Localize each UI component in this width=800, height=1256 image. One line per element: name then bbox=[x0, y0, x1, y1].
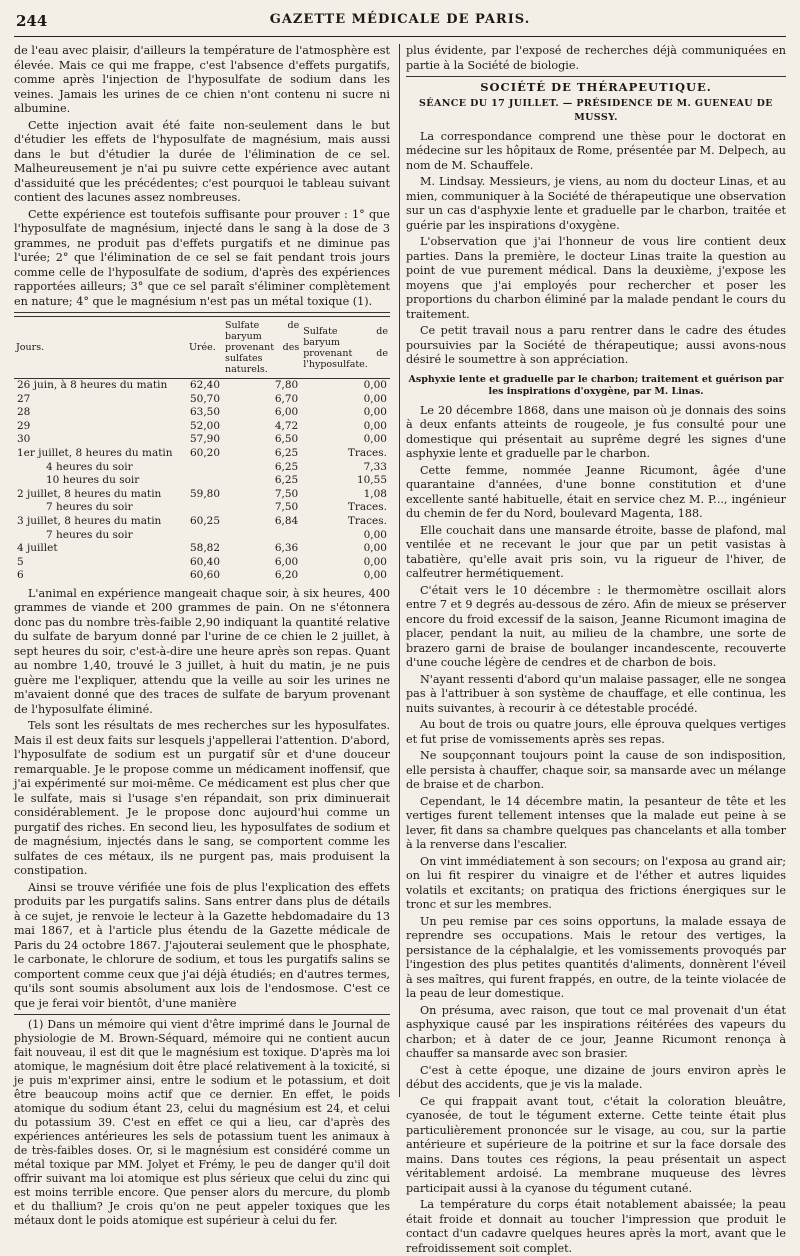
hyposulfate-cell: 0,00 bbox=[363, 406, 387, 419]
col-header-urea: Urée. bbox=[187, 317, 223, 379]
urea-cell: 60,60 bbox=[189, 569, 221, 582]
paragraph: On présuma, avec raison, que tout ce mal provenait d'un état asphyxique causé par les inspirations réitérées des vapeurs du charbon; et à dater de ce jour, Jeanne Ricumont renonça à chauffer sa mansarde avec son brasier. bbox=[406, 1003, 786, 1060]
natural-sulfate-cell: 6,70 bbox=[274, 392, 299, 405]
paragraph: plus évidente, par l'exposé de recherches déjà communiquées en partie à la Société de biologie. bbox=[406, 44, 786, 72]
table-row bbox=[14, 569, 390, 583]
row-label: 7 heures du soir bbox=[46, 501, 133, 514]
paragraph: L'observation que j'ai l'honneur de vous lire contient deux parties. Dans la première, le docteur Linas traite la question au point de vue purement médical. Dans la deuxième, j'expose les moyens que j'ai employés pour rechercher et poser les proportions du charbon éliminé par la malade pendant le cours du traitement. bbox=[406, 235, 786, 321]
paragraph: Ce petit travail nous a paru rentrer dans le cadre des études poursuivies par la Société de thérapeutique; aussi avons-nous désiré le soumettre à son appréciation. bbox=[406, 324, 786, 366]
columns bbox=[14, 44, 786, 1255]
table-row bbox=[14, 542, 390, 556]
row-label: 4 juillet bbox=[17, 542, 58, 555]
table-row bbox=[14, 556, 390, 570]
row-label: 28 bbox=[17, 406, 31, 419]
row-label: 10 heures du soir bbox=[46, 474, 140, 487]
left-column bbox=[14, 44, 390, 1228]
urea-cell: 63,50 bbox=[189, 406, 221, 419]
urea-cell bbox=[187, 501, 223, 515]
natural-sulfate-cell: 6,20 bbox=[274, 569, 299, 582]
paragraph: Ainsi se trouve vérifiée une fois de plus l'explication des effets produits par les purgatifs salins. Sans entrer dans plus de détails à ce sujet, je renvoie le lecteur à la Gazette hebdomadaire du 13 mai 1867, et à l'article plus étendu de la Gazette médicale de Paris du 24 octobre 1867. J'ajouterai seulement que le phosphate, le carbonate, le chlorure de sodium, et tous les purgatifs salins se comportent comme ceux que j'ai déjà étudiés; en d'autres termes, qu'ils sont soumis absolument aux lois de l'endosmose. C'est ce que je ferai voir bientôt, d'une manière bbox=[14, 880, 390, 1010]
hyposulfate-cell: 0,00 bbox=[363, 433, 387, 446]
paragraph: C'était vers le 10 décembre : le thermomètre oscillait alors entre 7 et 9 degrés au-dessous de zéro. Afin de mieux se préserver encore du froid excessif de la saison, Jeanne Ricumont imagina de placer, pendant la nuit, au milieu de la chambre, une sorte de brazero garni de braise de boulanger incandescente, recouverte d'une couche légère de cendres et de charbon de bois. bbox=[406, 583, 786, 669]
hyposulfate-cell: 0,00 bbox=[363, 379, 387, 391]
hyposulfate-cell: 0,00 bbox=[363, 555, 387, 568]
hyposulfate-cell: 0,00 bbox=[363, 528, 387, 541]
table-row bbox=[14, 461, 390, 475]
natural-sulfate-cell: 6,25 bbox=[274, 460, 299, 473]
experiment-table bbox=[14, 316, 390, 583]
row-label: 1er juillet, 8 heures du matin bbox=[17, 446, 173, 459]
hyposulfate-cell: 0,00 bbox=[363, 569, 387, 582]
paragraph: On vint immédiatement à son secours; on l'exposa au grand air; on lui fit respirer du vinaigre et de l'éther et autres liquides volatils et excitants; on pratiqua des frictions énergiques sur le tronc et sur les membres. bbox=[406, 854, 786, 911]
paragraph: Cette expérience est toutefois suffisante pour prouver : 1° que l'hyposulfate de magnésium, injecté dans le sang à la dose de 3 grammes, ne produit pas d'effets purgatifs et ne diminue pas l'urée; 2° que l'élimination de ce sel se fait pendant trois jours comme celle de l'hyposulfate de sodium, d'après des expériences rapportées ailleurs; 3° que ce sel paraît s'éliminer complètement en nature; 4° que le magnésium n'est pas un métal toxique (1). bbox=[14, 207, 390, 308]
paragraph: M. Lindsay. Messieurs, je viens, au nom du docteur Linas, et au mien, communiquer à la Société de thérapeutique une observation sur un cas d'asphyxie lente et graduelle par le charbon, traitée et guérie par les inspirations d'oxygène. bbox=[406, 175, 786, 232]
urea-cell: 62,40 bbox=[189, 379, 221, 391]
col-header-hyposulfate: Sulfate de baryum provenant de l'hyposulfate. bbox=[301, 317, 390, 379]
urea-cell: 58,82 bbox=[189, 542, 221, 555]
hyposulfate-cell: Traces. bbox=[347, 501, 387, 514]
natural-sulfate-cell: 6,25 bbox=[274, 474, 299, 487]
journal-title: GAZETTE MÉDICALE DE PARIS. bbox=[269, 12, 531, 27]
urea-cell bbox=[187, 461, 223, 475]
paragraph: Ne soupçonnant toujours point la cause de son indisposition, elle persista à chauffer, chaque soir, sa mansarde avec un mélange de braise et de charbon. bbox=[406, 749, 786, 791]
table-row bbox=[14, 379, 390, 393]
paragraph: Le 20 décembre 1868, dans une maison où je donnais des soins à deux enfants atteints de rougeole, je fus consulté pour une domestique qui présentait au suprême degré les signes d'une asphyxie lente et graduelle par le charbon. bbox=[406, 403, 786, 460]
natural-sulfate-cell: 6,36 bbox=[274, 542, 299, 555]
paragraph: Tels sont les résultats de mes recherches sur les hyposulfates. Mais il est deux faits sur lesquels j'appellerai l'attention. D'abord, l'hyposulfate de sodium est un purgatif sûr et d'une douceur remarquable. Je le propose comme un médicament inoffensif, que j'ai expérimenté sur moi-même. Ce médicament est plus cher que le sulfate, mais si l'usage s'en répandait, son prix diminuerait considérablement. Je le propose donc aujourd'hui comme un purgatif des riches. En second lieu, les hyposulfates de sodium et de magnésium, injectés dans le sang, se comportent comme les sulfates de ces métaux, ils ne purgent pas, mais produisent la constipation. bbox=[14, 719, 390, 878]
table-row bbox=[14, 433, 390, 447]
paragraph: L'animal en expérience mangeait chaque soir, à six heures, 400 grammes de viande et 200 grammes de pain. On ne s'étonnera donc pas du nombre très-faible 2,90 indiquant la quantité relative du sulfate de baryum donné par l'urine de ce chien le 2 juillet, à sept heures du soir, c'est-à-dire une heure après son repas. Quant au nombre 1,40, trouvé le 3 juillet, à huit du matin, je ne puis guère me l'expliquer, attendu que la veille au soir les urines ne m'avaient donné que des traces de sulfate de baryum provenant de l'hyposulfate éliminé. bbox=[14, 586, 390, 716]
urea-cell: 52,00 bbox=[189, 419, 221, 432]
session-heading: SÉANCE DU 17 JUILLET. — PRÉSIDENCE DE M. GUENEAU DE MUSSY. bbox=[419, 97, 773, 123]
row-label: 27 bbox=[17, 392, 31, 405]
table-row bbox=[14, 501, 390, 515]
row-label: 4 heures du soir bbox=[46, 460, 133, 473]
hyposulfate-cell: 7,33 bbox=[363, 460, 387, 473]
paragraph: de l'eau avec plaisir, d'ailleurs la température de l'atmosphère est élevée. Mais ce qui me frappe, c'est l'absence d'effets purgatifs, comme après l'injection de l'hyposulfate de sodium dans les veines. Jamais les urines de ce chien n'ont contenu ni sucre ni albumine. bbox=[14, 44, 390, 115]
paragraph: Elle couchait dans une mansarde étroite, basse de plafond, mal ventilée et ne recevant le jour que par un petit vasistas à tabatière, qu'elle avait pris soin, vu la rigueur de l'hiver, de calfeutrer hermétiquement. bbox=[406, 523, 786, 580]
footnote: (1) Dans un mémoire qui vient d'être imprimé dans le Journal de physiologie de M. Brown-Séquard, mémoire qui ne contient aucun fait nouveau, il est dit que le magnésium est toxique. D'après ma loi atomique, le magnésium doit être placé relativement à la toxicité, si je puis m'exprimer ainsi, entre le sodium et le potassium, et doit être beaucoup moins actif que ce dernier. En effet, le poids atomique du sodium étant 23, celui du magnésium est 24, et celui du potassium 39. C'est en effet ce qui a lieu, car d'après des expériences antérieures les sels de potassium tuent les animaux à de très-faibles doses. Or, si le magnésium est considéré comme un métal toxique par MM. Jolyet et Frémy, le peu de danger qu'il doit offrir suivant ma loi atomique est plus sérieux que celui du zinc qui est moins terrible encore. Que penser alors du mercure, du plomb et du thallium? Je crois qu'on ne peut appeler toxiques que les métaux dont le poids atomique est supérieur à celui du fer. bbox=[14, 1018, 390, 1228]
table-header-row bbox=[14, 317, 390, 379]
paragraph: N'ayant ressenti d'abord qu'un malaise passager, elle ne songea pas à l'attribuer à son système de chauffage, et elle continua, les nuits suivantes, à recourir à ce détestable procédé. bbox=[406, 672, 786, 715]
hyposulfate-cell: 0,00 bbox=[363, 392, 387, 405]
hyposulfate-cell: 0,00 bbox=[363, 419, 387, 432]
natural-sulfate-cell: 7,50 bbox=[274, 487, 299, 500]
urea-cell bbox=[187, 474, 223, 488]
natural-sulfate-cell: 6,00 bbox=[274, 406, 299, 419]
separator bbox=[406, 76, 786, 77]
table-row bbox=[14, 447, 390, 461]
row-label: 26 juin, à 8 heures du matin bbox=[17, 379, 168, 391]
table-row bbox=[14, 515, 390, 529]
separator bbox=[14, 1014, 390, 1015]
row-label: 7 heures du soir bbox=[46, 528, 133, 541]
natural-sulfate-cell bbox=[223, 529, 301, 543]
row-label: 2 juillet, 8 heures du matin bbox=[17, 487, 162, 500]
paragraph: Au bout de trois ou quatre jours, elle éprouva quelques vertiges et fut prise de vomissements après ses repas. bbox=[406, 718, 786, 746]
table-row bbox=[14, 420, 390, 434]
paragraph: Cette injection avait été faite non-seulement dans le but d'étudier les effets de l'hyposulfate de magnésium, mais aussi dans le but d'étudier la durée de l'élimination de ce sel. Malheureusement je n'ai pu suivre cette expérience avec autant d'assiduité que les précédentes; c'est pourquoi le tableau suivant contient des lacunes assez nombreuses. bbox=[14, 118, 390, 204]
table-row bbox=[14, 488, 390, 502]
paragraph: La température du corps était notablement abaissée; la peau était froide et donnait au toucher l'impression que produit le contact d'un cadavre quelques heures après la mort, avant que le refroidissement soit complet. bbox=[406, 1198, 786, 1255]
table-row bbox=[14, 393, 390, 407]
paragraph: C'est à cette époque, une dizaine de jours environ après le début des accidents, que je vis la malade. bbox=[406, 1063, 786, 1091]
urea-cell: 60,40 bbox=[189, 555, 221, 568]
paragraph: La correspondance comprend une thèse pour le doctorat en médecine sur les hôpitaux de Rome, présentée par M. Delpech, au nom de M. Schauffele. bbox=[406, 129, 786, 172]
table-row bbox=[14, 406, 390, 420]
hyposulfate-cell: 10,55 bbox=[356, 474, 387, 487]
paragraph: Un peu remise par ces soins opportuns, la malade essaya de reprendre ses occupations. Mais le retour des vertiges, la persistance de la céphalalgie, et les vomissements provoqués par l'ingestion des plus petites quantités d'aliments, donnèrent l'éveil à ses maîtres, qui furent frappés, en outre, de la teinte violacée de la peau de leur domestique. bbox=[406, 914, 786, 1000]
urea-cell: 50,70 bbox=[189, 392, 221, 405]
hyposulfate-cell: 1,08 bbox=[363, 487, 387, 500]
row-label: 30 bbox=[17, 433, 31, 446]
urea-cell: 57,90 bbox=[189, 433, 221, 446]
section-heading: SOCIÉTÉ DE THÉRAPEUTIQUE. bbox=[480, 80, 712, 94]
page-number: 244 bbox=[16, 12, 48, 30]
row-label: 29 bbox=[17, 419, 31, 432]
natural-sulfate-cell: 7,50 bbox=[274, 501, 299, 514]
natural-sulfate-cell: 4,72 bbox=[274, 419, 299, 432]
table-row bbox=[14, 529, 390, 543]
hyposulfate-cell: 0,00 bbox=[363, 542, 387, 555]
separator bbox=[14, 312, 390, 313]
article-title: Asphyxie lente et graduelle par le charbon; traitement et guérison par les inspirations d'oxygène, par M. Linas. bbox=[408, 373, 784, 397]
experiment-table-body bbox=[14, 379, 390, 583]
natural-sulfate-cell: 7,80 bbox=[274, 379, 299, 391]
col-header-natural-sulfates: Sulfate de baryum provenant des sulfates naturels. bbox=[223, 317, 301, 379]
paragraph: Ce qui frappait avant tout, c'était la coloration bleuâtre, cyanosée, de tout le tégument externe. Cette teinte était plus particulièrement prononcée sur le visage, au cou, sur la partie antérieure et supérieure de la poitrine et sur la face dorsale des mains. Dans toutes ces régions, la peau présentait un aspect véritablement ardoisé. La membrane muqueuse des lèvres participait aussi à la cyanose du tégument cutané. bbox=[406, 1094, 786, 1195]
table-row bbox=[14, 474, 390, 488]
urea-cell bbox=[187, 529, 223, 543]
natural-sulfate-cell: 6,25 bbox=[274, 446, 299, 459]
urea-cell: 60,20 bbox=[189, 446, 221, 459]
right-column bbox=[406, 44, 786, 1255]
hyposulfate-cell: Traces. bbox=[347, 514, 387, 527]
col-header-days: Jours. bbox=[14, 317, 187, 379]
page-header bbox=[14, 6, 786, 37]
natural-sulfate-cell: 6,50 bbox=[274, 433, 299, 446]
row-label: 3 juillet, 8 heures du matin bbox=[17, 514, 162, 527]
natural-sulfate-cell: 6,00 bbox=[274, 555, 299, 568]
paragraph: Cependant, le 14 décembre matin, la pesanteur de tête et les vertiges furent tellement intenses que la malade eut peine à se lever, fit dans sa chambre quelques pas chancelants et alla tomber à la renverse dans l'escalier. bbox=[406, 794, 786, 851]
urea-cell: 60,25 bbox=[189, 514, 221, 527]
natural-sulfate-cell: 6,84 bbox=[274, 514, 299, 527]
row-label: 5 bbox=[17, 555, 24, 568]
hyposulfate-cell: Traces. bbox=[347, 446, 387, 459]
row-label: 6 bbox=[17, 569, 24, 582]
urea-cell: 59,80 bbox=[189, 487, 221, 500]
paragraph: Cette femme, nommée Jeanne Ricumont, âgée d'une quarantaine d'années, d'une bonne constitution et d'une excellente santé habituelle, était en service chez M. P..., ingénieur du chemin de fer du Nord, boulevard Magenta, 188. bbox=[406, 463, 786, 520]
